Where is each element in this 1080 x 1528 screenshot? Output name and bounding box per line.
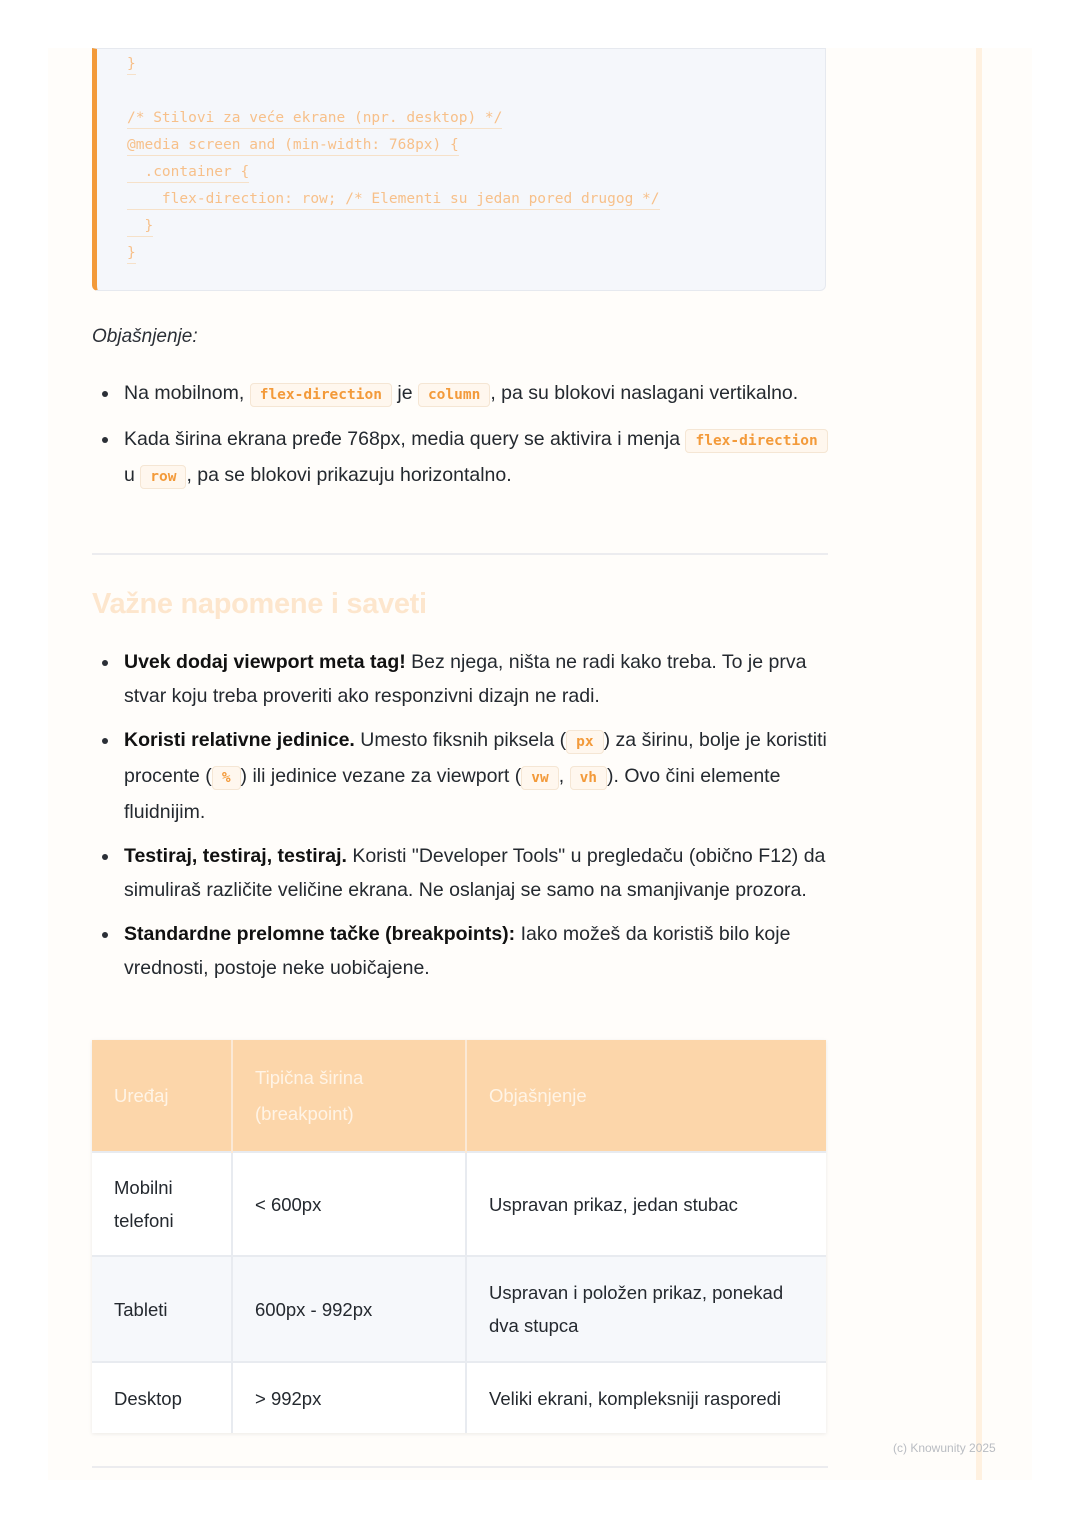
- tips-list: [92, 645, 828, 985]
- table-cell: 600px - 992px: [232, 1256, 466, 1362]
- list-item: Testiraj, testiraj, testiraj. Koristi "Developer Tools" u pregledaču (obično F12) da simuliraš različite veličine ekrana. Ne oslanjaj se samo na smanjivanje prozora.: [92, 839, 828, 907]
- table-cell: Veliki ekrani, kompleksniji rasporedi: [466, 1362, 826, 1433]
- list-item: Kada širina ekrana pređe 768px, media query se aktivira i menja flex-direction u row , pa se blokovi prikazuju horizontalno.: [92, 422, 828, 494]
- table-cell: Uspravan prikaz, jedan stubac: [466, 1152, 826, 1256]
- list-item: Standardne prelomne tačke (breakpoints): Iako možeš da koristiš bilo koje vrednosti, postoje neke uobičajene.: [92, 917, 828, 985]
- divider: [92, 553, 828, 555]
- code-line: /* Stilovi za veće ekrane (npr. desktop) */: [127, 108, 502, 129]
- table-row: [92, 1152, 826, 1256]
- table-header-cell: Objašnjenje: [466, 1040, 826, 1152]
- code-line: @media screen and (min-width: 768px) {: [127, 135, 459, 156]
- table-header-cell: Uređaj: [92, 1040, 232, 1152]
- table-row: [92, 1256, 826, 1362]
- inline-code: flex-direction: [250, 383, 392, 407]
- table-cell: Uspravan i položen prikaz, ponekad dva stupca: [466, 1256, 826, 1362]
- table-cell: > 992px: [232, 1362, 466, 1433]
- page-edge-rule: [976, 48, 982, 1480]
- inline-code: px: [566, 730, 603, 754]
- table-row: [92, 1362, 826, 1433]
- inline-code: flex-direction: [685, 429, 827, 453]
- breakpoints-table: [92, 1040, 826, 1433]
- inline-code: row: [140, 465, 186, 489]
- code-line: }: [127, 243, 136, 264]
- table-header-cell: Tipična širina (breakpoint): [232, 1040, 466, 1152]
- list-item: Koristi relativne jedinice. Umesto fiksnih piksela ( px ) za širinu, bolje je koristiti procente ( % ) ili jedinice vezane za viewport ( vw , vh ). Ovo čini elemente fluidnijim.: [92, 723, 828, 829]
- code-line: }: [127, 216, 153, 237]
- inline-code: vh: [570, 766, 607, 790]
- explanation-list: [92, 376, 828, 494]
- code-line: }: [127, 54, 136, 75]
- inline-code: column: [418, 383, 490, 407]
- table-cell: Desktop: [92, 1362, 232, 1433]
- section-heading: Važne napomene i saveti: [92, 588, 427, 620]
- inline-code: %: [212, 766, 241, 790]
- inline-code: vw: [521, 766, 558, 790]
- list-item: Uvek dodaj viewport meta tag! Bez njega, ništa ne radi kako treba. To je prva stvar koju treba proveriti ako responzivni dizajn ne radi.: [92, 645, 828, 713]
- table-cell: < 600px: [232, 1152, 466, 1256]
- table-cell: Tableti: [92, 1256, 232, 1362]
- code-block: [92, 48, 826, 291]
- divider: [92, 1466, 828, 1468]
- explanation-label: Objašnjenje:: [92, 326, 198, 347]
- table-cell: Mobilni telefoni: [92, 1152, 232, 1256]
- code-line: .container {: [127, 162, 249, 183]
- table-header-row: [92, 1040, 826, 1152]
- list-item: Na mobilnom, flex-direction je column , pa su blokovi naslagani vertikalno.: [92, 376, 828, 412]
- copyright-footer: (c) Knowunity 2025: [893, 1441, 996, 1455]
- code-line: flex-direction: row; /* Elementi su jedan pored drugog */: [127, 189, 660, 210]
